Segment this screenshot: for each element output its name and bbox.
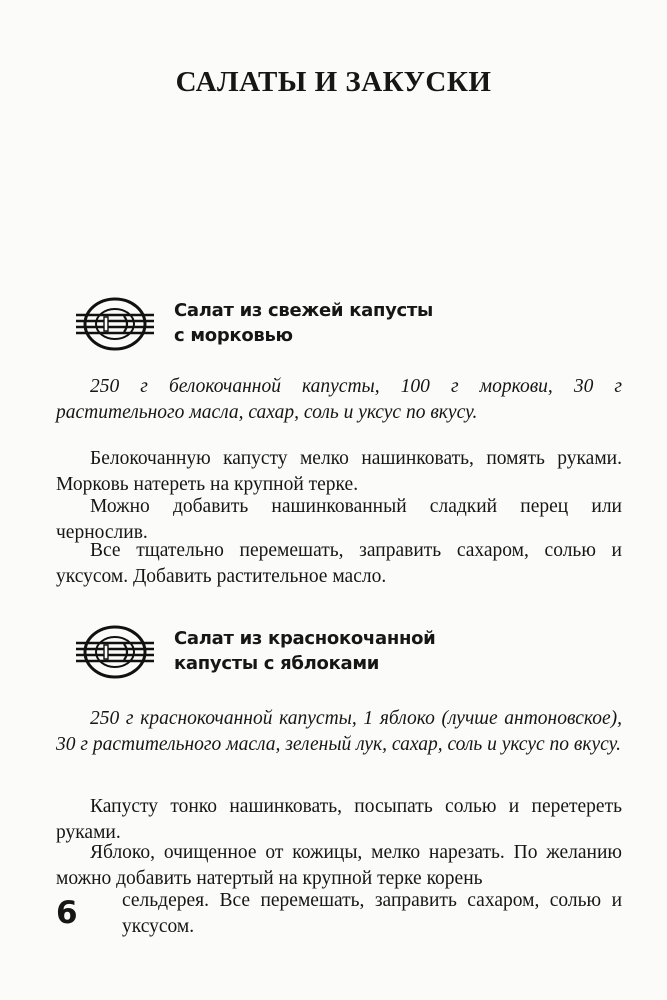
ingredients: 250 г краснокочанной капусты, 1 яблоко (лучше антоновское), 30 г растительного масла, зеленый лук, сахар, соль и уксус по вкусу. [56,708,622,755]
instruction-paragraph: Яблоко, очищенное от кожицы, мелко нарезать. По желанию можно добавить натертый на крупной терке корень [56,842,622,889]
recipe-title [174,298,433,348]
ingredients: 250 г белокочанной капусты, 100 г моркови, 30 г растительного масла, сахар, соль и уксус по вкусу. [56,376,622,423]
recipe-title-line: Салат из краснокочанной [174,628,436,649]
plate-with-cutlery-icon [74,624,156,680]
recipe-title [174,626,435,676]
recipe-title-line: с морковью [174,325,293,346]
chapter-title: САЛАТЫ И ЗАКУСКИ [175,66,492,98]
recipe-title-line: капусты с яблоками [174,653,380,674]
plate-with-cutlery-icon [74,296,156,352]
instruction-paragraph: сельдерея. Все перемешать, заправить сахаром, солью и уксусом. [122,890,622,937]
instruction-paragraph: Можно добавить нашинкованный сладкий перец или чернослив. [56,496,622,543]
instruction-paragraph: Капусту тонко нашинковать, посыпать солью и перетереть руками. [56,796,622,843]
instruction-paragraph: Все тщательно перемешать, заправить сахаром, солью и уксусом. Добавить растительное масло. [56,540,622,587]
instruction-paragraph: Белокочанную капусту мелко нашинковать, помять руками. Морковь натереть на крупной терке. [56,448,622,495]
page-number: 6 [56,895,78,931]
recipe-title-line: Салат из свежей капусты [174,300,434,321]
